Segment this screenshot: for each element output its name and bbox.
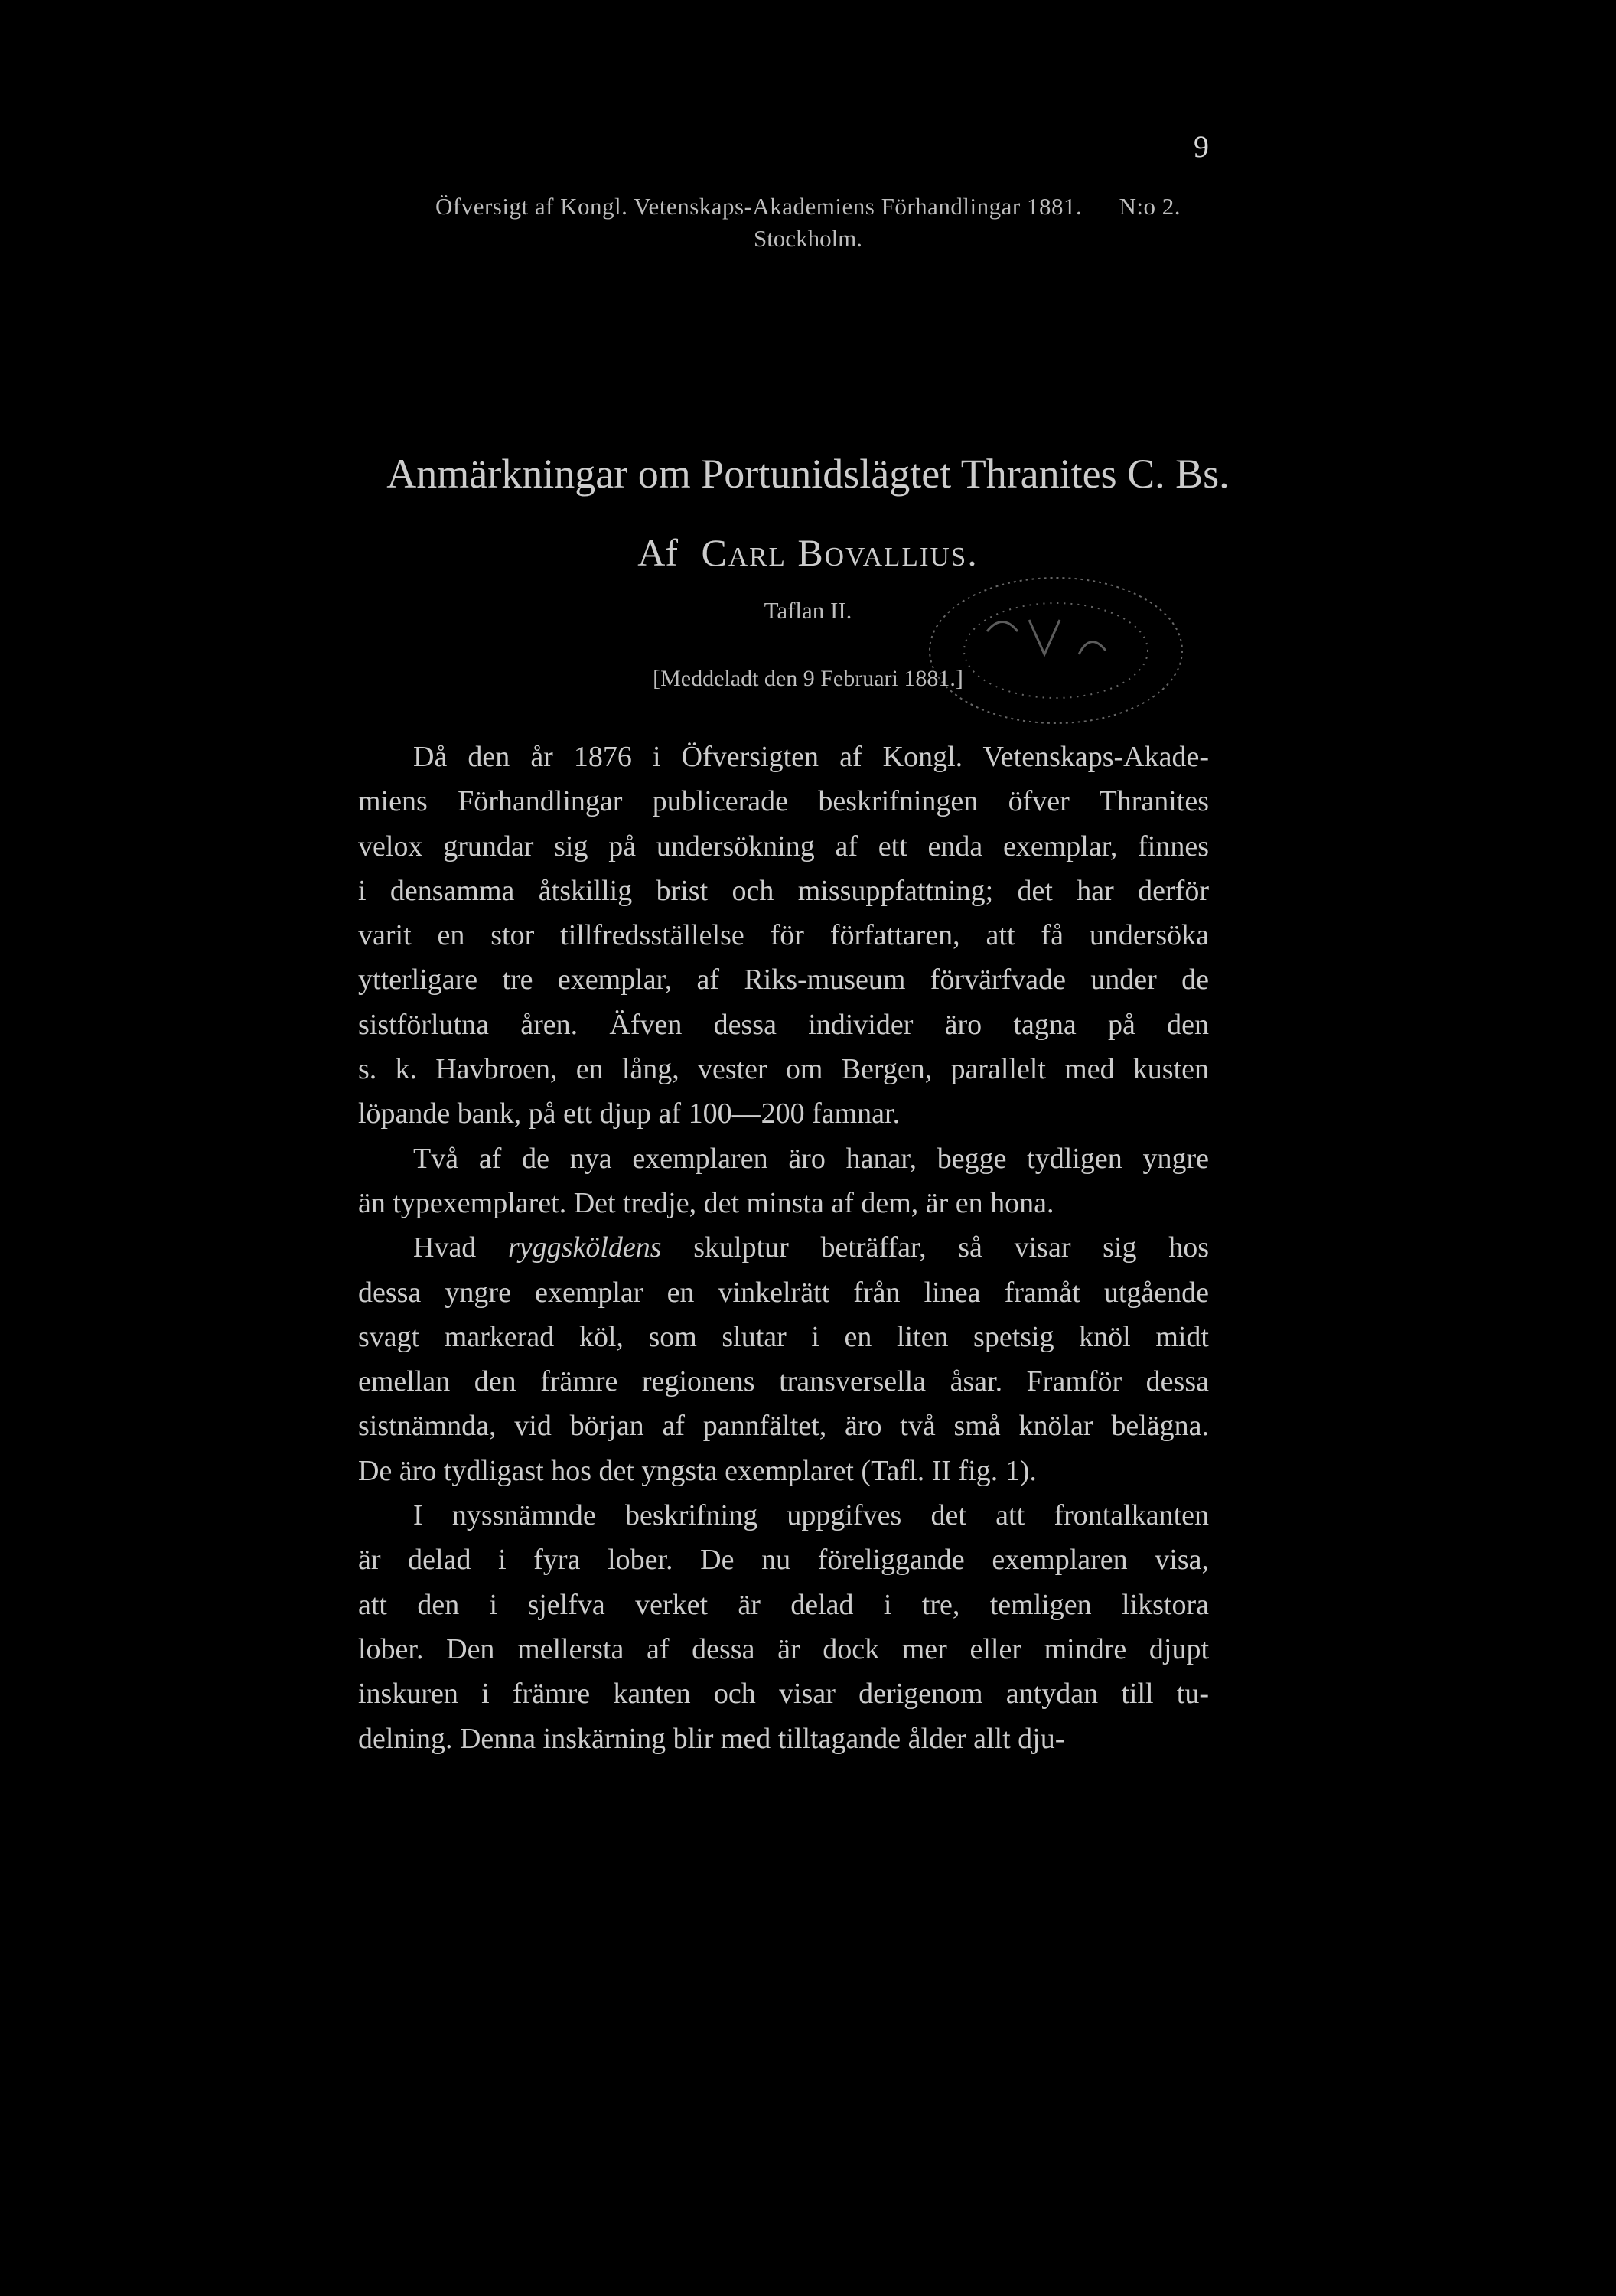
journal-issue: N:o 2. xyxy=(1119,193,1181,220)
body-line: Då den år 1876 i Öfversigten af Kongl. Vetenskaps-Akade- xyxy=(413,741,1209,773)
body-line: i densamma åtskillig brist och missuppfattning; det har derför xyxy=(358,874,1209,907)
body-text-run: skulptur beträffar, så visar sig hos xyxy=(693,1231,1210,1264)
italic-term: ryggsköldens xyxy=(508,1231,662,1264)
page-number: 9 xyxy=(1194,129,1209,164)
body-text xyxy=(358,735,1209,1761)
body-line: lober. Den mellersta af dessa är dock mer eller mindre djupt xyxy=(358,1632,1209,1665)
body-line: inskuren i främre kanten och visar derigenom antydan till tu- xyxy=(358,1678,1209,1711)
body-line: dessa yngre exemplar en vinkelrätt från linea framåt utgående xyxy=(358,1276,1209,1309)
body-line: löpande bank, på ett djup af 100—200 famnar. xyxy=(358,1097,901,1130)
body-line: svagt markerad köl, som slutar i en liten spetsig knöl midt xyxy=(358,1320,1209,1353)
library-stamp xyxy=(903,559,1194,742)
author-prefix: Af xyxy=(637,531,679,574)
body-line: s. k. Havbroen, en lång, vester om Bergen, parallelt med kusten xyxy=(358,1053,1209,1086)
communicated-date: [Meddeladt den 9 Februari 1881.] xyxy=(653,666,963,691)
author-line xyxy=(0,530,1616,575)
body-line: delning. Denna inskärning blir med tilltagande ålder allt dju- xyxy=(358,1722,1065,1755)
body-line: I nyssnämnde beskrifning uppgifves det att frontalkanten xyxy=(413,1499,1209,1532)
body-line: emellan den främre regionens transversella åsar. Framför dessa xyxy=(358,1365,1209,1398)
body-line: sistförlutna åren. Äfven dessa individer äro tagna på den xyxy=(358,1008,1209,1041)
body-line: miens Förhandlingar publicerade beskrifningen öfver Thranites xyxy=(358,785,1209,818)
body-line: sistnämnda, vid början af pannfältet, äro två små knölar belägna. xyxy=(358,1410,1209,1443)
journal-title: Öfversigt af Kongl. Vetenskaps-Akademiens Förhandlingar 1881. xyxy=(435,193,1083,220)
body-line: Två af de nya exemplaren äro hanar, begge tydligen yngre xyxy=(413,1142,1209,1175)
body-line: ytterligare tre exemplar, af Riks-museum förvärfvade under de xyxy=(358,964,1209,996)
body-line: är delad i fyra lober. De nu föreliggande exemplaren visa, xyxy=(358,1544,1209,1577)
article-title: Anmärkningar om Portunidslägtet Thranites C. Bs. xyxy=(386,451,1230,497)
body-line: än typexemplaret. Det tredje, det minsta af dem, är en hona. xyxy=(358,1186,1054,1219)
body-line: velox grundar sig på undersökning af ett enda exemplar, finnes xyxy=(358,830,1209,863)
journal-city: Stockholm. xyxy=(753,225,863,252)
body-line xyxy=(358,1225,1209,1270)
body-line: att den i sjelfva verket är delad i tre, temligen likstora xyxy=(358,1588,1209,1621)
body-text-run: Hvad xyxy=(413,1231,477,1264)
body-line: De äro tydligast hos det yngsta exemplaret (Tafl. II fig. 1). xyxy=(358,1454,1037,1487)
plate-reference: Taflan II. xyxy=(764,597,852,624)
body-line: varit en stor tillfredsställelse för författaren, att få undersöka xyxy=(358,919,1209,952)
journal-header xyxy=(0,193,1616,220)
author-name: Carl Bovallius. xyxy=(701,531,979,574)
